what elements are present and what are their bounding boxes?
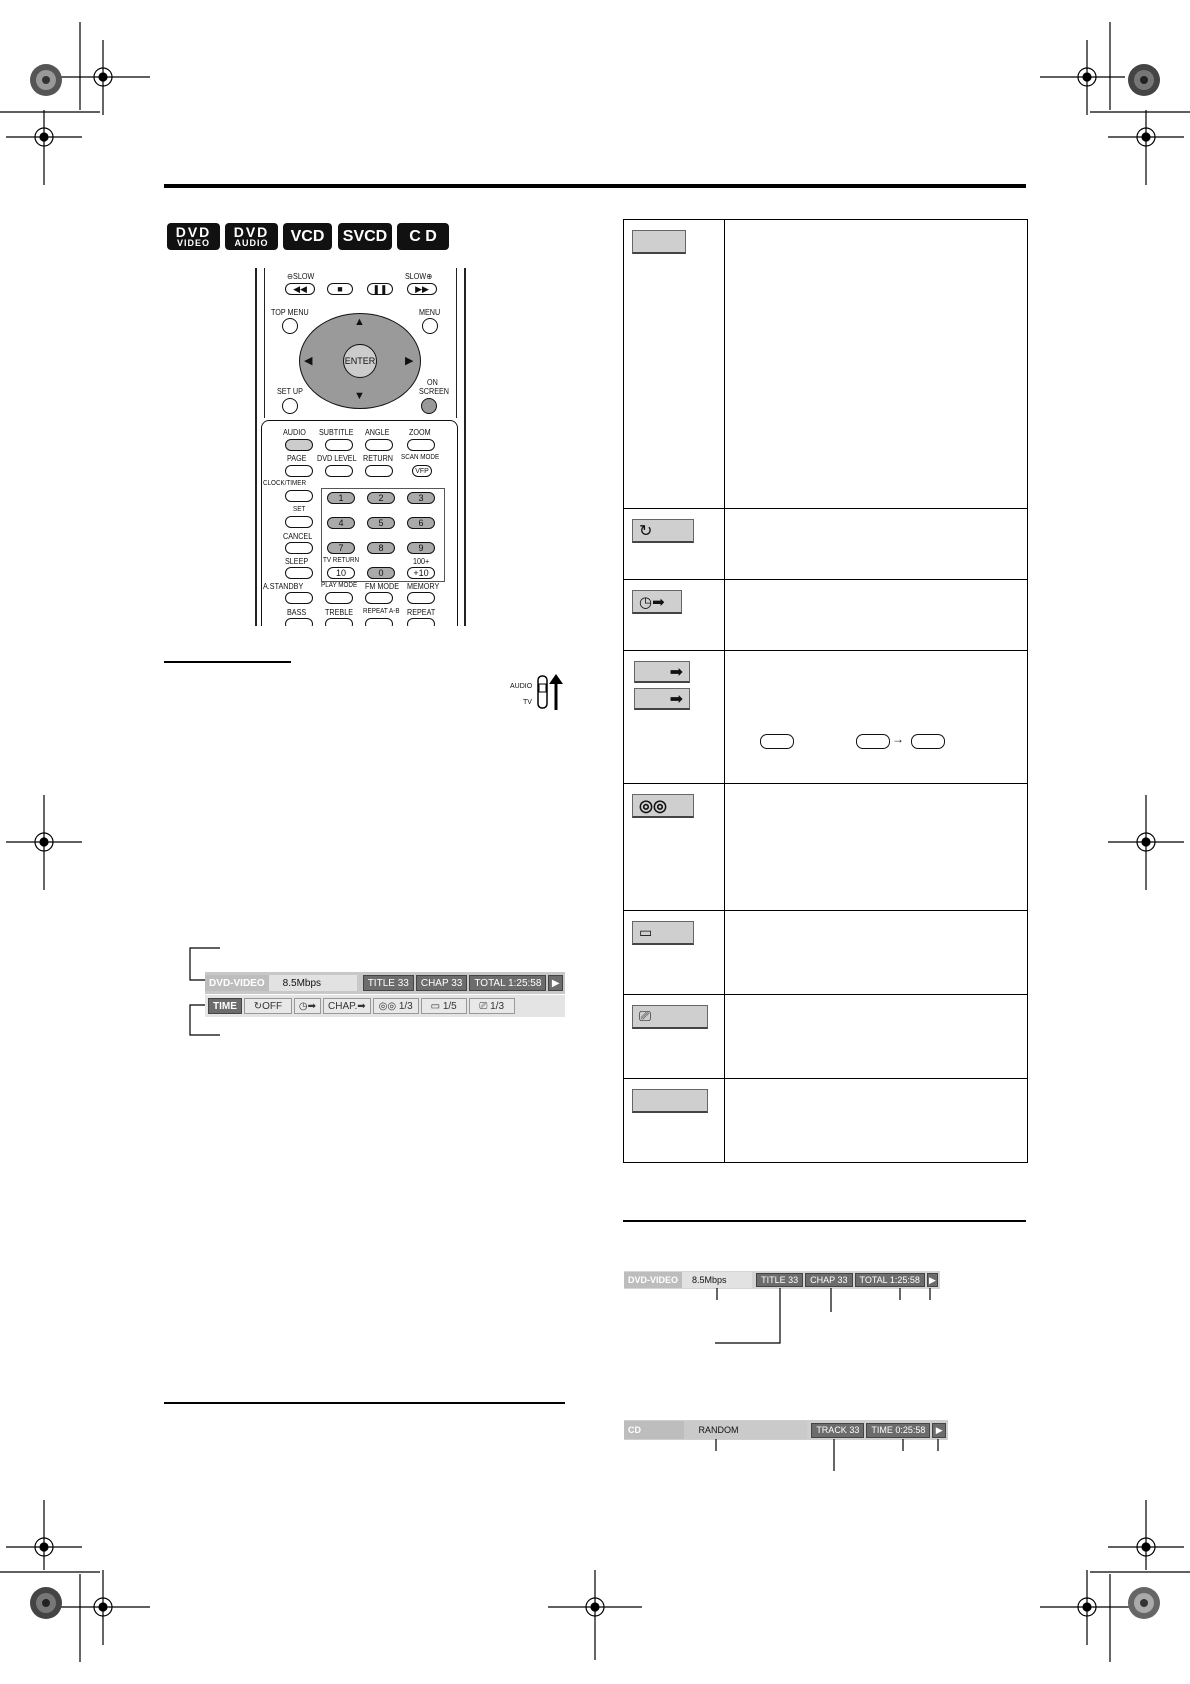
osd-bitrate: 8.5Mbps: [269, 975, 357, 991]
number-button-9[interactable]: [407, 542, 435, 554]
time-search-icon-box: [632, 590, 682, 614]
number-label: 6: [418, 518, 424, 528]
number-button-0[interactable]: [367, 567, 395, 579]
angle-icon-box: [632, 1005, 708, 1029]
on-label: ON: [427, 378, 438, 387]
switch-audio-label: AUDIO: [510, 683, 533, 690]
table-row-subtitle: [624, 911, 1027, 995]
arrow-icon: ➡: [669, 690, 683, 708]
osd-cd-mode: RANDOM: [684, 1421, 807, 1439]
osd-dvd-bar: [624, 1271, 940, 1289]
time-icon-box: [632, 230, 686, 254]
repeat-ab-button[interactable]: [365, 618, 393, 626]
osd-dvd-source: DVD-VIDEO: [624, 1272, 682, 1288]
audio-label: AUDIO: [283, 428, 306, 437]
sleep-label: SLEEP: [285, 557, 309, 566]
fm-mode-label: FM MODE: [365, 582, 400, 591]
table-row-blank: [624, 1079, 1027, 1163]
number-label: 10: [335, 568, 346, 578]
osd-play-icon: ▶: [548, 975, 563, 991]
number-button-6[interactable]: [407, 517, 435, 529]
stop-button[interactable]: [327, 283, 353, 295]
page-label: PAGE: [287, 454, 307, 463]
memory-button[interactable]: [407, 592, 435, 604]
number-button-2[interactable]: [367, 492, 395, 504]
badge-text: SVCD: [342, 227, 388, 245]
angle-label: ANGLE: [365, 428, 390, 437]
remote-control: [255, 268, 466, 626]
camera-icon: ⎚: [639, 1008, 652, 1025]
remote-inner-line-left: [264, 268, 265, 418]
top-menu-label: TOP MENU: [271, 308, 309, 317]
osd-dvd-total: TOTAL 1:25:58: [855, 1273, 925, 1287]
osd-repeat-value: OFF: [262, 1000, 283, 1012]
fm-mode-button[interactable]: [365, 592, 393, 604]
table-icon-cell: [624, 911, 725, 994]
dvd-level-button[interactable]: [325, 465, 353, 477]
audio-channel-icon: ◎◎: [639, 797, 667, 815]
osd-cd-source: CD: [624, 1421, 684, 1439]
number-label: 3: [418, 493, 424, 503]
osd-cd-time: TIME 0:25:58: [866, 1423, 930, 1438]
number-label: 0: [378, 568, 384, 578]
blank-icon-box: [632, 1089, 708, 1113]
number-label: 9: [418, 543, 424, 553]
osd-total: TOTAL 1:25:58: [469, 975, 546, 991]
dpad-up-icon[interactable]: ▲: [354, 316, 365, 328]
badge-svcd: [338, 223, 392, 250]
dpad-down-icon[interactable]: ▼: [354, 390, 365, 402]
hundred-plus-label: 100+: [413, 557, 430, 566]
badge-dvd-audio: [225, 223, 278, 250]
header-rule: [164, 184, 1026, 188]
table-row-repeat: [624, 509, 1027, 580]
table-icon-cell: [624, 220, 725, 508]
remote-inner-line-right: [456, 268, 457, 418]
left-bottom-rule: [164, 1402, 565, 1404]
table-row-angle: [624, 995, 1027, 1079]
badge-line2: VIDEO: [176, 238, 210, 248]
bass-label: BASS: [287, 608, 307, 617]
badge-line1: DVD: [233, 224, 270, 240]
table-icon-cell: [624, 580, 725, 650]
number-label: 1: [338, 493, 344, 503]
osd-icon-table: [623, 219, 1028, 1163]
badge-cd: [397, 223, 449, 250]
table-row-time: [624, 220, 1027, 509]
clock-arrow-icon: ◷➡: [639, 593, 665, 611]
arrow-icon: ➡: [669, 663, 683, 681]
slow-plus-label: SLOW⊕: [405, 272, 433, 281]
osd-control-bar: [205, 995, 565, 1017]
vfp-button[interactable]: [412, 465, 432, 477]
osd-title: TITLE 33: [363, 975, 414, 991]
number-label: 2: [378, 493, 384, 503]
osd-angle-value: 1/3: [490, 1000, 505, 1012]
right-section-rule: [623, 1220, 1026, 1222]
number-label: 7: [338, 543, 344, 553]
rewind-icon: ◀◀: [293, 283, 307, 294]
number-button-10[interactable]: [327, 567, 355, 579]
table-row-audio: [624, 784, 1027, 911]
number-button-1[interactable]: [327, 492, 355, 504]
repeat-icon: ↻: [253, 1000, 263, 1012]
osd-dvd-bitrate: 8.5Mbps: [682, 1272, 752, 1288]
page-button[interactable]: [285, 465, 313, 477]
badge-dvd-video: [167, 223, 220, 250]
badge-line2: AUDIO: [234, 238, 269, 248]
repeat-icon-box: [632, 519, 694, 543]
return-button[interactable]: [365, 465, 393, 477]
badge-text: C D: [409, 227, 437, 245]
subtitle-icon-box: [632, 921, 694, 945]
osd-audio-value: 1/3: [398, 1000, 413, 1012]
screen-label: SCREEN: [419, 387, 450, 396]
play-mode-button[interactable]: [325, 592, 353, 604]
a-standby-button[interactable]: [285, 592, 313, 604]
dpad-right-icon[interactable]: ▶: [405, 355, 414, 367]
table-icon-cell: [624, 995, 725, 1078]
osd-time-search-button[interactable]: [294, 998, 321, 1014]
cancel-label: CANCEL: [283, 532, 313, 541]
osd-dvd-leader-lines: [620, 1288, 950, 1348]
menu-button[interactable]: [422, 318, 438, 334]
number-button-8[interactable]: [367, 542, 395, 554]
set-label: SET: [293, 506, 306, 513]
number-label: 5: [378, 518, 384, 528]
button-outline-icon: [760, 734, 794, 749]
pause-icon: ❚❚: [372, 283, 388, 294]
dpad-left-icon[interactable]: ◀: [304, 355, 313, 367]
repeat-label: REPEAT: [407, 608, 436, 617]
table-row-time-search: [624, 580, 1027, 651]
subtitle-button[interactable]: [325, 439, 353, 451]
table-icon-cell: [624, 509, 725, 579]
repeat-icon: ↻: [639, 522, 653, 540]
arrow-icon: ➡: [357, 1000, 366, 1012]
pause-button[interactable]: [367, 283, 393, 295]
osd-cd-track: TRACK 33: [811, 1423, 864, 1438]
osd-chapter: CHAP 33: [416, 975, 468, 991]
osd-dvd-title: TITLE 33: [756, 1273, 803, 1287]
slow-minus-label: ⊖SLOW: [287, 272, 315, 281]
clock-timer-label: CLOCK/TIMER: [263, 480, 307, 487]
audio-button[interactable]: [285, 439, 313, 451]
plus-ten-button[interactable]: [407, 567, 435, 579]
memory-label: MEMORY: [407, 582, 440, 591]
repeat-ab-label: REPEAT A-B: [363, 608, 400, 615]
zoom-label: ZOOM: [409, 428, 431, 437]
top-menu-button[interactable]: [282, 318, 298, 334]
subtitle-icon: ▭: [639, 924, 653, 940]
audio-channel-icon: ◎◎: [378, 1000, 399, 1012]
osd-subtitle-button[interactable]: [421, 998, 467, 1014]
osd-source: DVD-VIDEO: [205, 975, 269, 991]
enter-label: ENTER: [344, 356, 376, 366]
bass-button[interactable]: [285, 618, 313, 626]
number-label: 8: [378, 543, 384, 553]
zoom-button[interactable]: [407, 439, 435, 451]
subtitle-label: SUBTITLE: [319, 428, 354, 437]
stop-icon: ■: [337, 284, 343, 294]
a-standby-label: A.STANDBY: [263, 582, 304, 591]
osd-repeat-button[interactable]: [244, 998, 292, 1014]
switch-tv-label: TV: [523, 699, 532, 706]
enter-button[interactable]: [343, 344, 377, 378]
osd-chap-label: CHAP.: [328, 1000, 358, 1012]
return-label: RETURN: [363, 454, 394, 463]
button-outline-icon: [856, 734, 890, 749]
osd-cd-leader-lines: [620, 1439, 950, 1474]
osd-chapter-search-button[interactable]: [323, 998, 371, 1014]
osd-dvd-chapter: CHAP 33: [805, 1273, 852, 1287]
cancel-button[interactable]: [285, 542, 313, 554]
osd-subtitle-value: 1/5: [442, 1000, 457, 1012]
osd-dvd-play-icon: ▶: [927, 1273, 938, 1287]
osd-status-bar: [205, 972, 565, 994]
fast-forward-icon: ▶▶: [415, 283, 429, 294]
number-button-5[interactable]: [367, 517, 395, 529]
clock-timer-button[interactable]: [285, 490, 313, 502]
osd-audio-button[interactable]: [373, 998, 419, 1014]
set-up-label: SET UP: [277, 387, 303, 396]
audio-icon-box: [632, 794, 694, 818]
fast-forward-button[interactable]: [407, 283, 437, 295]
scan-mode-label: SCAN MODE: [401, 454, 440, 461]
section-underline: [164, 661, 291, 663]
osd-cd-bar: [624, 1420, 948, 1440]
treble-button[interactable]: [325, 618, 353, 626]
osd-cd-play-icon: ▶: [932, 1423, 946, 1438]
track-search-icon-box: [634, 688, 690, 710]
sleep-button[interactable]: [285, 567, 313, 579]
table-icon-cell: [624, 1079, 725, 1163]
repeat-button[interactable]: [407, 618, 435, 626]
badge-text: VCD: [290, 227, 325, 245]
table-icon-cell: [624, 651, 725, 783]
number-button-4[interactable]: [327, 517, 355, 529]
menu-label: MENU: [419, 308, 441, 317]
angle-button[interactable]: [365, 439, 393, 451]
clock-arrow-icon: ◷➡: [298, 1000, 316, 1012]
rewind-button[interactable]: [285, 283, 315, 295]
plus-ten-label: +10: [413, 568, 429, 578]
set-button[interactable]: [285, 516, 313, 528]
osd-angle-button[interactable]: [469, 998, 515, 1014]
number-label: 4: [338, 518, 344, 528]
number-button-3[interactable]: [407, 492, 435, 504]
subtitle-icon: ▭: [430, 1000, 443, 1012]
badge-line1: DVD: [175, 224, 212, 240]
number-button-7[interactable]: [327, 542, 355, 554]
chapter-search-icon-box: [634, 661, 690, 683]
button-outline-icon: [911, 734, 945, 749]
dvd-level-label: DVD LEVEL: [317, 454, 357, 463]
camera-icon: ⎚: [479, 1000, 491, 1012]
osd-time-button[interactable]: TIME: [208, 998, 242, 1014]
vfp-label: VFP: [415, 467, 429, 475]
table-icon-cell: [624, 784, 725, 910]
treble-label: TREBLE: [325, 608, 354, 617]
set-up-button[interactable]: [282, 398, 298, 414]
switch-arrow-icon: [536, 672, 566, 712]
right-arrow-icon: →: [892, 732, 904, 746]
on-screen-button[interactable]: [421, 398, 437, 414]
table-row-chapter-search: [624, 651, 1027, 784]
badge-vcd: [283, 223, 332, 250]
tv-return-label: TV RETURN: [323, 557, 360, 564]
play-mode-label: PLAY MODE: [321, 582, 358, 589]
